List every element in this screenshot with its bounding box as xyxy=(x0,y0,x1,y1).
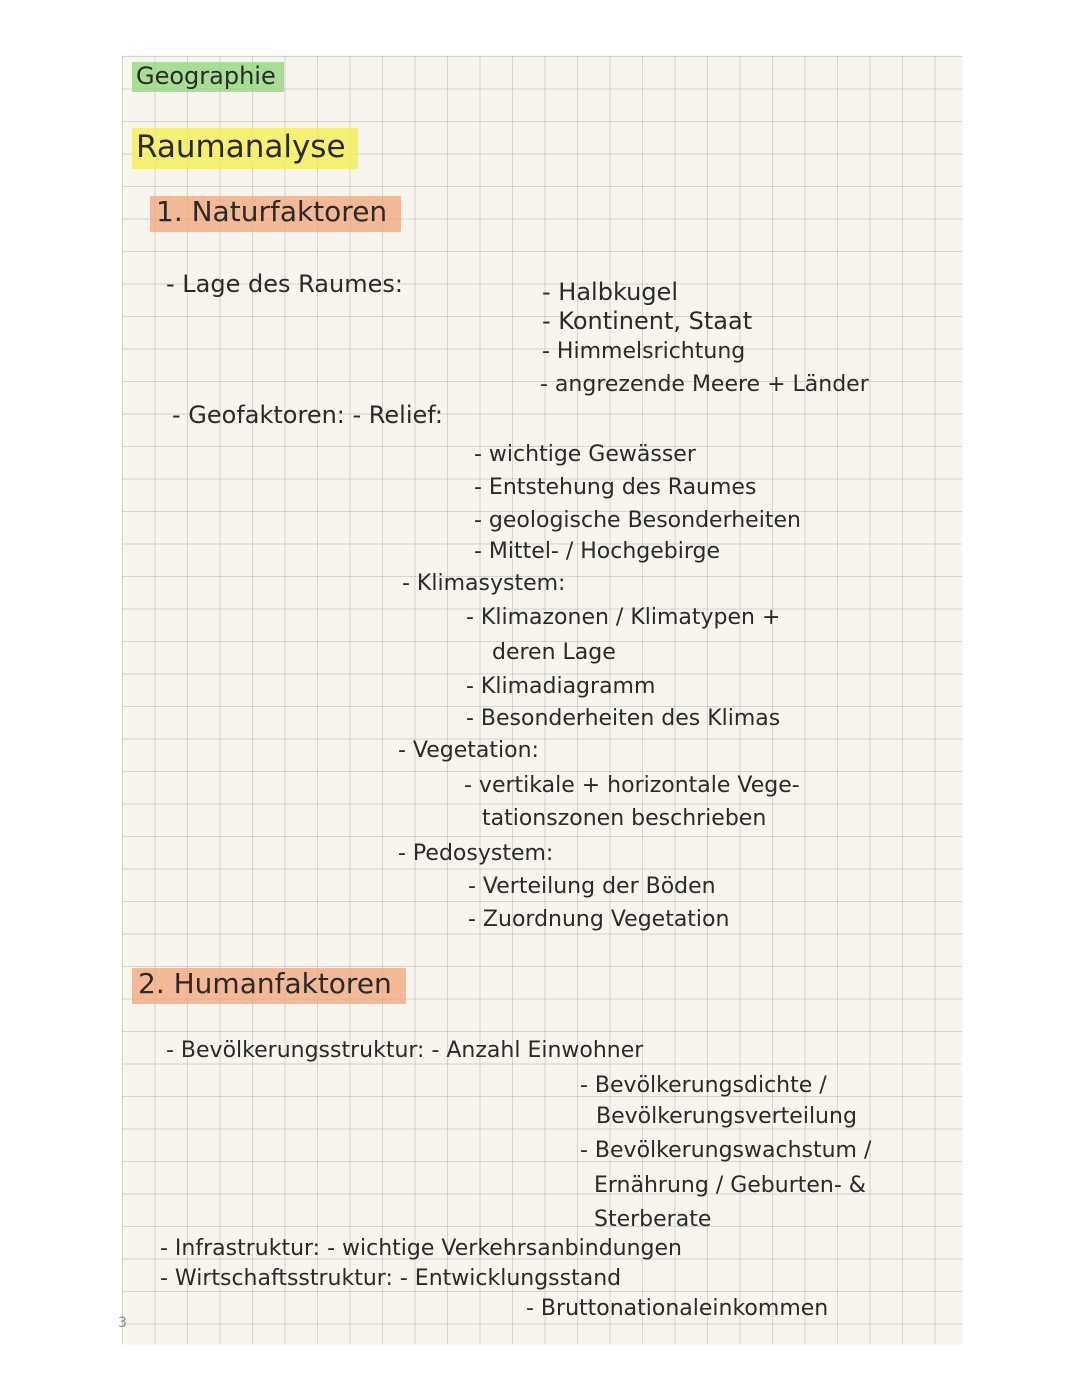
vegetation-item: tationszonen beschrieben xyxy=(482,806,767,831)
pedo-item: - Verteilung der Böden xyxy=(468,874,716,899)
bevoelkerung-item: - Bevölkerungswachstum / xyxy=(580,1138,872,1163)
klima-item: - Besonderheiten des Klimas xyxy=(466,706,781,731)
klimasystem-label: - Klimasystem: xyxy=(402,571,566,596)
vegetation-item: - vertikale + horizontale Vege- xyxy=(464,773,800,798)
section-2-heading: 2. Humanfaktoren xyxy=(132,968,406,1004)
klima-item: - Klimazonen / Klimatypen + xyxy=(466,605,781,630)
wirtschaftsstruktur-label: - Wirtschaftsstruktur: - Entwicklungsstand xyxy=(160,1266,622,1291)
infrastruktur-line: - Infrastruktur: - wichtige Verkehrsanbindungen xyxy=(160,1236,682,1261)
wirtschaft-item: - Bruttonationaleinkommen xyxy=(526,1296,829,1321)
topic-heading: Raumanalyse xyxy=(132,128,358,169)
klima-item: - Klimadiagramm xyxy=(466,674,656,699)
lage-item: - angrezende Meere + Länder xyxy=(540,372,869,397)
relief-item: - geologische Besonderheiten xyxy=(474,508,801,533)
vegetation-label: - Vegetation: xyxy=(398,738,539,763)
lage-item: - Halbkugel xyxy=(542,278,678,306)
bevoelkerung-label: - Bevölkerungsstruktur: - Anzahl Einwohner xyxy=(166,1038,644,1063)
lage-item: - Himmelsrichtung xyxy=(542,339,746,364)
relief-item: - Entstehung des Raumes xyxy=(474,475,757,500)
bevoelkerung-item: Bevölkerungsverteilung xyxy=(596,1104,857,1129)
pedosystem-label: - Pedosystem: xyxy=(398,841,554,866)
lage-item: - Kontinent, Staat xyxy=(542,307,753,335)
bevoelkerung-item: - Bevölkerungsdichte / xyxy=(580,1073,827,1098)
bevoelkerung-item: Ernährung / Geburten- & xyxy=(594,1173,866,1198)
klima-item: deren Lage xyxy=(492,640,616,665)
page-number: 3 xyxy=(118,1315,127,1331)
bevoelkerung-item: Sterberate xyxy=(594,1207,712,1232)
geofaktoren-label: - Geofaktoren: - Relief: xyxy=(172,401,443,429)
lage-label: - Lage des Raumes: xyxy=(166,270,403,298)
section-1-heading: 1. Naturfaktoren xyxy=(150,196,401,232)
relief-item: - wichtige Gewässer xyxy=(474,442,696,467)
subject-heading: Geographie xyxy=(132,62,284,92)
pedo-item: - Zuordnung Vegetation xyxy=(468,907,730,932)
relief-item: - Mittel- / Hochgebirge xyxy=(474,539,721,564)
